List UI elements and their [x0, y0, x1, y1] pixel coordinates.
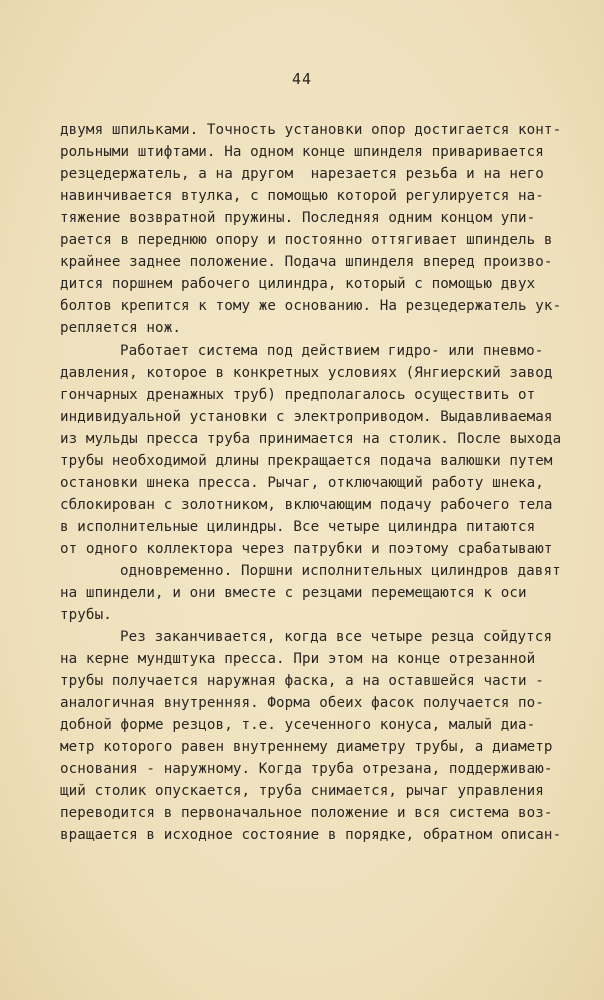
text-line: трубы.: [60, 607, 112, 623]
text-line: давления, которое в конкретных условиях (Янгиерский завод: [60, 365, 553, 381]
text-line: трубы получается наружная фаска, а на оставшейся части -: [60, 673, 544, 689]
text-line: из мульды пресса труба принимается на столик. После выхода: [60, 431, 562, 447]
text-line: гончарных дренажных труб) предполагалось осуществить от: [60, 387, 536, 403]
text-line: сблокирован с золотником, включающим подачу рабочего тела: [60, 497, 553, 513]
text-line: на керне мундштука пресса. При этом на конце отрезанной: [60, 651, 536, 667]
text-line: основания - наружному. Когда труба отрезана, поддерживаю-: [60, 761, 553, 777]
text-line: индивидуальной установки с электроприводом. Выдавливаемая: [60, 409, 553, 425]
text-line: Работает система под действием гидро- или пневмо-: [120, 343, 544, 359]
text-line: Рез заканчивается, когда все четыре резца сойдутся: [120, 629, 553, 645]
text-line: крайнее заднее положение. Подача шпинделя вперед произво-: [60, 254, 553, 270]
text-line: щий столик опускается, труба снимается, рычаг управления: [60, 783, 544, 799]
text-line: вращается в исходное состояние в порядке, обратном описан-: [60, 827, 562, 843]
text-line: трубы необходимой длины прекращается подача валюшки путем: [60, 453, 553, 469]
page-number: 44: [291, 70, 313, 88]
text-line: аналогичная внутренняя. Форма обеих фасок получается по-: [60, 695, 544, 711]
text-line: от одного коллектора через патрубки и поэтому срабатывают: [60, 541, 553, 557]
text-line: переводится в первоначальное положение и вся система воз-: [60, 805, 553, 821]
text-line: остановки шнека пресса. Рычаг, отключающий работу шнека,: [60, 475, 544, 491]
text-line: болтов крепится к тому же основанию. На резцедержатель ук-: [60, 298, 562, 314]
text-line: одновременно. Поршни исполнительных цилиндров давят: [120, 563, 561, 579]
text-line: тяжение возвратной пружины. Последняя одним концом упи-: [60, 210, 536, 226]
text-line: в исполнительные цилиндры. Все четыре цилиндра питаются: [60, 519, 536, 535]
text-line: резцедержатель, а на другом нарезается резьба и на него: [60, 166, 544, 182]
text-line: рольными штифтами. На одном конце шпинделя приваривается: [60, 144, 544, 160]
text-line: репляется нож.: [60, 320, 181, 336]
text-line: дится поршнем рабочего цилиндра, который с помощью двух: [60, 276, 536, 292]
text-line: метр которого равен внутреннему диаметру трубы, а диаметр: [60, 739, 553, 755]
text-line: добной форме резцов, т.е. усеченного конуса, малый диа-: [60, 717, 536, 733]
text-line: рается в переднюю опору и постоянно оттягивает шпиндель в: [60, 232, 553, 248]
text-line: на шпиндели, и они вместе с резцами перемещаются к оси: [60, 585, 527, 601]
text-line: навинчивается втулка, с помощью которой регулируется на-: [60, 188, 544, 204]
text-line: двумя шпильками. Точность установки опор достигается конт-: [60, 122, 562, 138]
